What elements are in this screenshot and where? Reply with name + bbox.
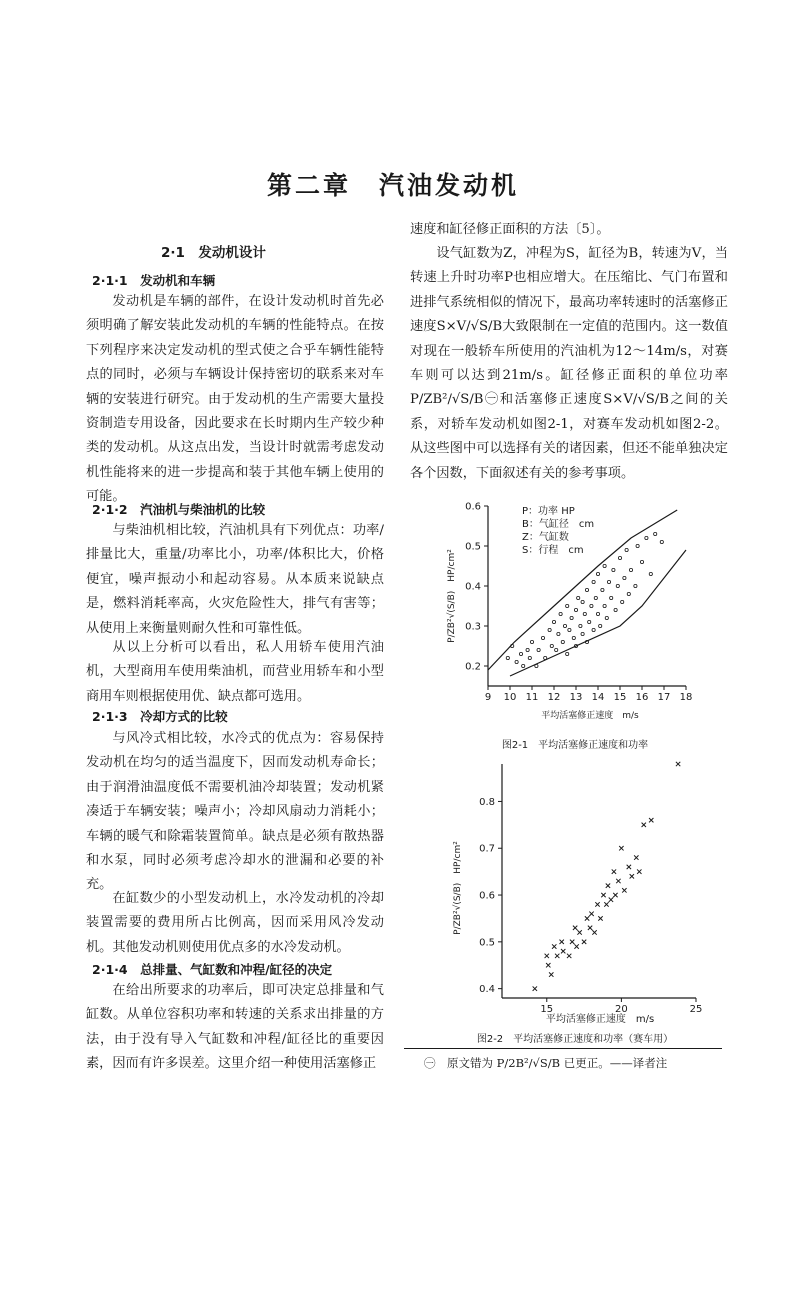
- data-point: [568, 628, 571, 631]
- data-point: [588, 620, 591, 623]
- data-point: [616, 879, 620, 883]
- figure-2-1-x-label: 平均活塞修正速度 m/s: [541, 711, 639, 721]
- data-point: [582, 940, 586, 944]
- data-point: [622, 888, 626, 892]
- data-point: [566, 652, 569, 655]
- paragraph-displacement: 在给出所要求的功率后，即可决定总排量和气缸数。从单位容积功率和转速的关系求出排量的方法，由于没有导入气缸数和冲程/缸径比的重要因素，因而有许多误差。这里介绍一种使用活塞修正: [86, 983, 384, 1072]
- subsection-heading-3: 2·1·3 冷却方式的比较: [92, 709, 228, 724]
- envelope-lower-line: [510, 550, 686, 676]
- data-point: [618, 556, 621, 559]
- x-tick-label: 13: [569, 692, 583, 703]
- data-point: [581, 632, 584, 635]
- data-point: [592, 930, 596, 934]
- data-point: [577, 930, 581, 934]
- data-point: [607, 580, 610, 583]
- chapter-title: 第二章 汽油发动机: [266, 171, 519, 200]
- data-point: [506, 656, 509, 659]
- data-point: [557, 632, 560, 635]
- data-point: [570, 616, 573, 619]
- data-point: [537, 648, 540, 651]
- data-point: [609, 898, 613, 902]
- data-point: [649, 572, 652, 575]
- x-tick-label: 12: [547, 692, 561, 703]
- data-point: [581, 600, 584, 603]
- y-tick-label: 0.7: [479, 843, 495, 855]
- figure-2-1-y-label: P/ZB²√(S/B) HP/cm²: [447, 549, 457, 643]
- x-tick-label: 9: [484, 692, 492, 703]
- data-point: [612, 568, 615, 571]
- x-tick-label: 25: [689, 1004, 703, 1015]
- figure-2-1-y-ticks: [465, 502, 488, 673]
- data-point: [546, 963, 550, 967]
- data-point: [642, 823, 646, 827]
- data-point: [549, 972, 553, 976]
- data-point: [585, 916, 589, 920]
- data-point: [530, 640, 533, 643]
- data-point: [604, 902, 608, 906]
- y-tick-label: 0.3: [465, 621, 481, 633]
- data-point: [563, 624, 566, 627]
- data-point: [552, 620, 555, 623]
- data-point: [621, 600, 624, 603]
- paragraph-method-continued: 速度和缸径修正面积的方法〔5〕。: [410, 222, 610, 237]
- data-point: [522, 664, 525, 667]
- x-tick-label: 20: [615, 1004, 628, 1015]
- figure-2-2-caption: 图2-2 平均活塞修正速度和功率（赛车用）: [476, 1034, 674, 1045]
- footnote-rule: [404, 1048, 722, 1049]
- data-point: [629, 568, 632, 571]
- data-point: [627, 865, 631, 869]
- data-point: [625, 548, 628, 551]
- figure-2-1-caption: 图2-1 平均活塞修正速度和功率: [501, 740, 649, 751]
- data-point: [566, 604, 569, 607]
- data-point: [545, 954, 549, 958]
- data-point: [570, 940, 574, 944]
- data-point: [649, 818, 653, 822]
- data-point: [595, 902, 599, 906]
- data-point: [603, 604, 606, 607]
- paragraph-cooling-2: 在缸数少的小型发动机上，水冷发动机的冷却装置需要的费用所占比例高，因而采用风冷发动机。其他发动机则使用优点多的水冷发动机。: [86, 891, 384, 955]
- y-tick-label: 0.5: [479, 937, 495, 949]
- data-point: [526, 648, 529, 651]
- y-tick-label: 0.2: [465, 661, 481, 673]
- x-tick-label: 18: [679, 692, 693, 703]
- figure-2-2: [440, 758, 710, 1026]
- data-point: [614, 608, 617, 611]
- data-point: [596, 612, 599, 615]
- section-heading: 2·1 发动机设计: [161, 245, 266, 261]
- data-point: [559, 612, 562, 615]
- data-point: [676, 762, 680, 766]
- data-point: [567, 954, 571, 958]
- data-point: [588, 926, 592, 930]
- data-point: [596, 572, 599, 575]
- data-point: [637, 869, 641, 873]
- envelope-upper-line: [488, 510, 677, 670]
- data-point: [528, 656, 531, 659]
- figure-2-1: [440, 500, 710, 736]
- x-tick-label: 14: [591, 692, 605, 703]
- legend-item-power: P：功率 HP: [522, 506, 575, 517]
- data-point: [574, 608, 577, 611]
- subsection-heading-2: 2·1·2 汽油机与柴油机的比较: [92, 502, 266, 517]
- data-point: [645, 536, 648, 539]
- data-point: [598, 916, 602, 920]
- legend-item-cylinders: Z：气缸数: [522, 532, 569, 543]
- y-tick-label: 0.5: [465, 541, 481, 553]
- data-point: [616, 584, 619, 587]
- data-point: [574, 944, 578, 948]
- data-point: [640, 560, 643, 563]
- data-point: [561, 640, 564, 643]
- data-point: [573, 926, 577, 930]
- y-tick-label: 0.4: [465, 581, 481, 593]
- data-point: [585, 588, 588, 591]
- paragraph-engine-vehicle: 发动机是车辆的部件，在设计发动机时首先必须明确了解安装此发动机的车辆的性能特点。在按下列程序来决定发动机的型式使之合乎车辆性能特点的同时，必须与车辆设计保持密切的联系来对车辆的安装进行研究。由于发动机的生产需要大量投资制造专用设备，因此要求在长时期内生产较少种类的发动机。从这点出发，当设计时就需考虑发动机性能将来的进一步提高和装于其他车辆上使用的可能。: [86, 294, 384, 505]
- y-tick-label: 0.8: [479, 796, 495, 808]
- data-point: [541, 636, 544, 639]
- paragraph-gasoline-diesel-1: 与柴油机相比较，汽油机具有下列优点：功率/排量比大，重量/功率比小，功率/体积比大，价格便宜，噪声振动小和起动容易。从本质来说缺点是，燃料消耗率高，火灾危险性大，排气有害等；从使用上来衡量则耐久性和可靠性低。: [86, 523, 384, 636]
- subsection-heading-4: 2·1·4 总排量、气缸数和冲程/缸径的决定: [92, 962, 333, 977]
- data-point: [561, 949, 565, 953]
- data-point: [610, 596, 613, 599]
- data-point: [634, 584, 637, 587]
- paragraph-piston-speed: 设气缸数为Z，冲程为S，缸径为B，转速为V，当转速上升时功率P也相应增大。在压缩比、气门布置和进排气系统相似的情况下，最高功率转速时的活塞修正速度S×V/√S/B大致限制在一定值的范围内。这一数值对现在一般轿车所使用的汽油机为12～14m/s，对赛车则可以达到21m/s。缸径修正面积的单位功率 P/ZB²/√S/B㊀和活塞修正速度S×V/√S/B之间的关系，对轿车发动机如图2-1，对赛车发动机如图2-2。从这些图中可以选择有关的诸因素，但还不能单独决定各个因数，下面叙述有关的参考事项。: [410, 246, 728, 481]
- figure-2-1-legend: [522, 504, 594, 556]
- data-point: [634, 855, 638, 859]
- data-point: [636, 544, 639, 547]
- figure-2-2-points: [533, 762, 681, 991]
- paragraph-cooling-1: 与风冷式相比较，水冷式的优点为：容易保持发动机在均匀的适当温度下，因而发动机寿命长；由于润滑油温度低不需要机油冷却装置；发动机紧凑适于车辆安装；噪声小；冷却风扇动力消耗小；车辆的暖气和除霜装置简单。缺点是必须有散热器和水泵，同时必须考虑冷却水的泄漏和必要的补充。: [86, 731, 384, 893]
- data-point: [592, 628, 595, 631]
- x-tick-label: 15: [540, 1004, 554, 1015]
- data-point: [613, 893, 617, 897]
- data-point: [559, 940, 563, 944]
- data-point: [535, 664, 538, 667]
- data-point: [583, 612, 586, 615]
- data-point: [603, 564, 606, 567]
- data-point: [594, 596, 597, 599]
- figure-2-2-x-label: 平均活塞修正速度 m/s: [545, 1014, 655, 1025]
- x-tick-label: 10: [503, 692, 517, 703]
- figure-2-2-axes: [502, 764, 696, 998]
- data-point: [623, 576, 626, 579]
- figure-2-2-y-ticks: [479, 797, 502, 995]
- data-point: [579, 624, 582, 627]
- x-tick-label: 16: [635, 692, 649, 703]
- data-point: [627, 592, 630, 595]
- data-point: [555, 954, 559, 958]
- data-point: [589, 912, 593, 916]
- data-point: [515, 660, 518, 663]
- data-point: [577, 596, 580, 599]
- data-point: [619, 846, 623, 850]
- data-point: [601, 588, 604, 591]
- x-tick-label: 15: [613, 692, 627, 703]
- figure-2-1-x-ticks: [485, 686, 693, 703]
- data-point: [630, 874, 634, 878]
- paragraph-gasoline-diesel-2: 从以上分析可以看出，私人用轿车使用汽油机，大型商用车使用柴油机，而营业用轿车和小型商用车则根据使用优、缺点都可选用。: [86, 640, 384, 704]
- data-point: [612, 869, 616, 873]
- figure-2-2-x-ticks: [540, 998, 702, 1015]
- data-point: [552, 944, 556, 948]
- subsection-heading-1: 2·1·1 发动机和车辆: [92, 273, 216, 288]
- legend-item-stroke: S：行程 cm: [522, 545, 584, 556]
- data-point: [548, 628, 551, 631]
- data-point: [533, 986, 537, 990]
- data-point: [605, 616, 608, 619]
- data-point: [550, 644, 553, 647]
- data-point: [519, 652, 522, 655]
- data-point: [572, 636, 575, 639]
- data-point: [660, 540, 663, 543]
- y-tick-label: 0.6: [465, 501, 481, 513]
- x-tick-label: 11: [525, 692, 539, 703]
- data-point: [599, 624, 602, 627]
- footnote: ㊀ 原文错为 P/2B²/√S/B 已更正。——译者注: [424, 1056, 668, 1070]
- data-point: [544, 656, 547, 659]
- data-point: [590, 604, 593, 607]
- y-tick-label: 0.6: [479, 890, 495, 902]
- x-tick-label: 17: [657, 692, 671, 703]
- data-point: [592, 580, 595, 583]
- figure-2-2-y-label: P/ZB²√(S/B) HP/cm²: [453, 841, 463, 935]
- data-point: [555, 648, 558, 651]
- data-point: [654, 532, 657, 535]
- y-tick-label: 0.4: [479, 984, 495, 996]
- data-point: [601, 893, 605, 897]
- data-point: [606, 883, 610, 887]
- legend-item-bore: B：气缸径 cm: [522, 519, 595, 530]
